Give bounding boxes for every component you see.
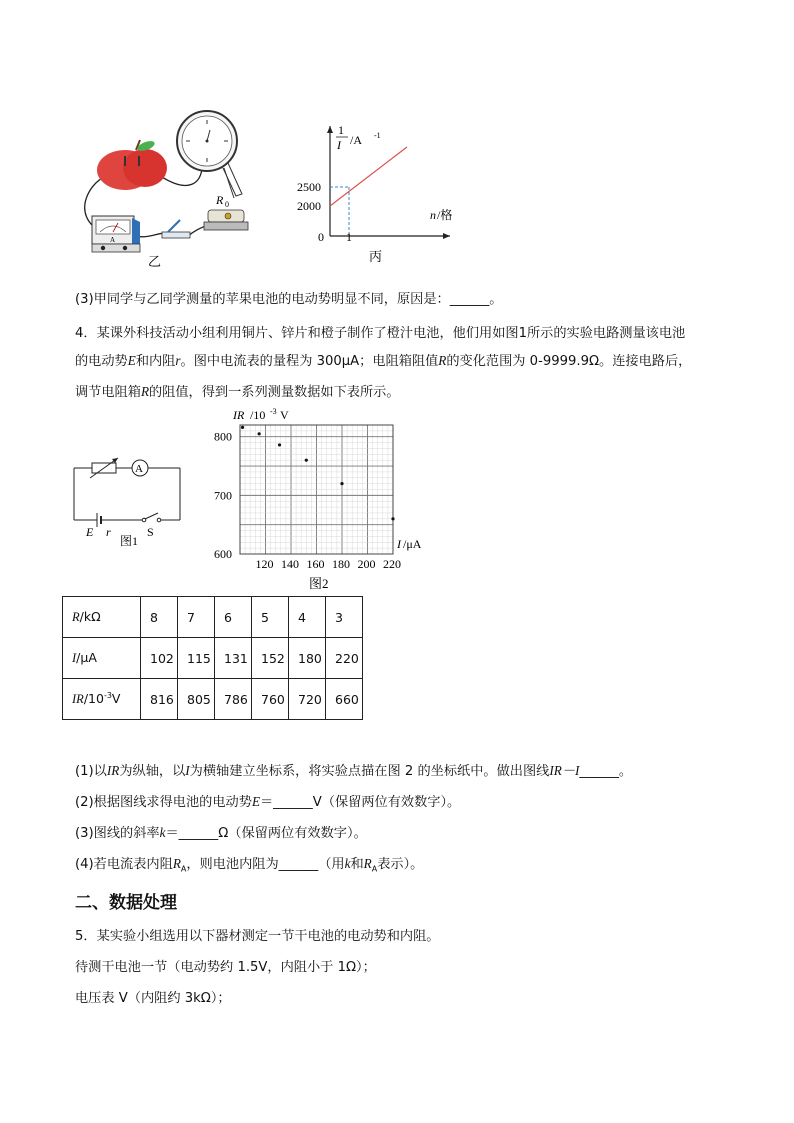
- fig2-caption: 图2: [309, 576, 329, 591]
- data-point: [391, 517, 394, 520]
- table-cell: 805: [178, 679, 215, 720]
- y-tick-label: 600: [214, 547, 232, 561]
- figure-1-circuit: [68, 452, 188, 552]
- problem-4-line-2: 的电动势E和内阻r。图中电流表的量程为 300μA；电阻箱阻值R的变化范围为 0-9999.9Ω。连接电路后，: [75, 353, 692, 369]
- table-row: [63, 597, 363, 638]
- x-tick-label: 200: [357, 557, 376, 571]
- x-label-unit: /格: [437, 208, 453, 222]
- fig1-r-label: r: [106, 525, 111, 539]
- table-cell: 786: [215, 679, 252, 720]
- y-tick-label: 700: [214, 488, 232, 503]
- section-heading: 二、数据处理: [75, 893, 177, 913]
- problem-5-line-3: 电压表 V（内阻约 3kΩ）；: [75, 991, 231, 1006]
- fig2-ylabel-exp: -3: [270, 408, 277, 416]
- table-cell: 3: [326, 597, 363, 638]
- chart-grid: [240, 425, 393, 554]
- apple-icon: [97, 139, 167, 190]
- data-point: [278, 443, 281, 446]
- question-3-apple: (3)甲同学与乙同学测量的苹果电池的电动势明显不同，原因是：______。: [75, 292, 503, 307]
- r0-label-sub: 0: [225, 200, 229, 209]
- table-cell: 760: [252, 679, 289, 720]
- table-cell: 7: [178, 597, 215, 638]
- data-point: [340, 482, 343, 485]
- switch-symbol-icon: [142, 513, 161, 522]
- row-header: R/kΩ: [63, 597, 141, 638]
- fig2-xlabel-unit: /μA: [403, 537, 422, 551]
- x-tick-label: 120: [255, 557, 274, 571]
- y-label-exp: -1: [374, 131, 381, 140]
- row-header: I/μA: [63, 638, 141, 679]
- fig1-caption: 图1: [120, 534, 139, 548]
- x-tick-label: 220: [383, 557, 401, 571]
- table-row: [63, 679, 363, 720]
- data-point: [258, 432, 261, 435]
- chart-points: [241, 426, 395, 521]
- fig2-ylabel-v: V: [280, 408, 289, 422]
- table-cell: 102: [141, 638, 178, 679]
- table-cell: 220: [326, 638, 363, 679]
- fig2-xlabel-i: I: [397, 537, 401, 551]
- tick-1: 1: [346, 230, 352, 244]
- battery-symbol-icon: [97, 513, 101, 527]
- table-cell: 180: [289, 638, 326, 679]
- data-point: [305, 459, 308, 462]
- table-cell: 660: [326, 679, 363, 720]
- x-tick-label: 180: [332, 557, 350, 571]
- fig2-ylabel-unit: /10: [250, 408, 266, 422]
- table-cell: 152: [252, 638, 289, 679]
- r0-label: R: [216, 193, 224, 207]
- table-row: [63, 638, 363, 679]
- clock-figure: [176, 108, 256, 218]
- figure-caption-bing: 丙: [369, 249, 383, 264]
- switch-icon: [162, 220, 190, 238]
- data-table: [62, 596, 363, 720]
- question-4: (4)若电流表内阻$R_A$，则电池内阻为______（用k和$R_A$表示）。: [75, 856, 424, 874]
- table-cell: 4: [289, 597, 326, 638]
- question-1: (1)以IR为纵轴，以I为横轴建立坐标系，将实验点描在图 2 的坐标纸中。做出图线IR－I______。: [75, 763, 633, 779]
- table-cell: 816: [141, 679, 178, 720]
- figure-2-chart: [205, 408, 430, 593]
- y-tick-label: 800: [214, 429, 232, 444]
- question-2: (2)根据图线求得电池的电动势E＝______V（保留两位有效数字）。: [75, 794, 461, 810]
- x-label: n: [430, 208, 436, 222]
- problem-4-line-1: 4．某课外科技活动小组利用铜片、锌片和橙子制作了橙汁电池，他们用如图1所示的实验电路测量该电池: [75, 326, 686, 341]
- table-cell: 115: [178, 638, 215, 679]
- fig1-ammeter-label: A: [135, 463, 143, 475]
- y-label-num: 1: [338, 123, 344, 137]
- data-point: [241, 426, 244, 429]
- figure-caption-yi: 乙: [148, 254, 162, 269]
- clock-icon: [177, 111, 237, 171]
- table-cell: 720: [289, 679, 326, 720]
- table-cell: 5: [252, 597, 289, 638]
- tick-2500: 2500: [297, 180, 321, 194]
- tick-0: 0: [318, 230, 324, 244]
- problem-5-line-2: 待测干电池一节（电动势约 1.5V，内阻小于 1Ω）；: [75, 960, 376, 975]
- table-cell: 131: [215, 638, 252, 679]
- fig2-ylabel-ir: IR: [233, 408, 245, 422]
- fig1-E-label: E: [86, 525, 94, 539]
- x-tick-label: 160: [306, 557, 325, 571]
- tick-2000: 2000: [297, 199, 321, 213]
- row-header: $IR/10^{-3}V$: [63, 679, 141, 720]
- graph-line: [330, 147, 407, 206]
- ammeter-letter: A: [110, 236, 116, 244]
- problem-4-line-3: 调节电阻箱R的阻值，得到一系列测量数据如下表所示。: [75, 384, 400, 400]
- x-tick-label: 140: [281, 557, 299, 571]
- table-cell: 8: [141, 597, 178, 638]
- y-label-den: I: [337, 138, 341, 152]
- table-cell: 6: [215, 597, 252, 638]
- fig1-S-label: S: [147, 525, 154, 539]
- problem-5-line-1: 5．某实验小组选用以下器材测定一节干电池的电动势和内阻。: [75, 929, 440, 944]
- chart-ticks: [214, 430, 401, 571]
- ammeter-icon: [92, 216, 140, 252]
- y-label-unit: /A: [350, 133, 362, 147]
- question-3: (3)图线的斜率k＝______Ω（保留两位有效数字）。: [75, 825, 367, 841]
- graph-bing: [290, 118, 460, 268]
